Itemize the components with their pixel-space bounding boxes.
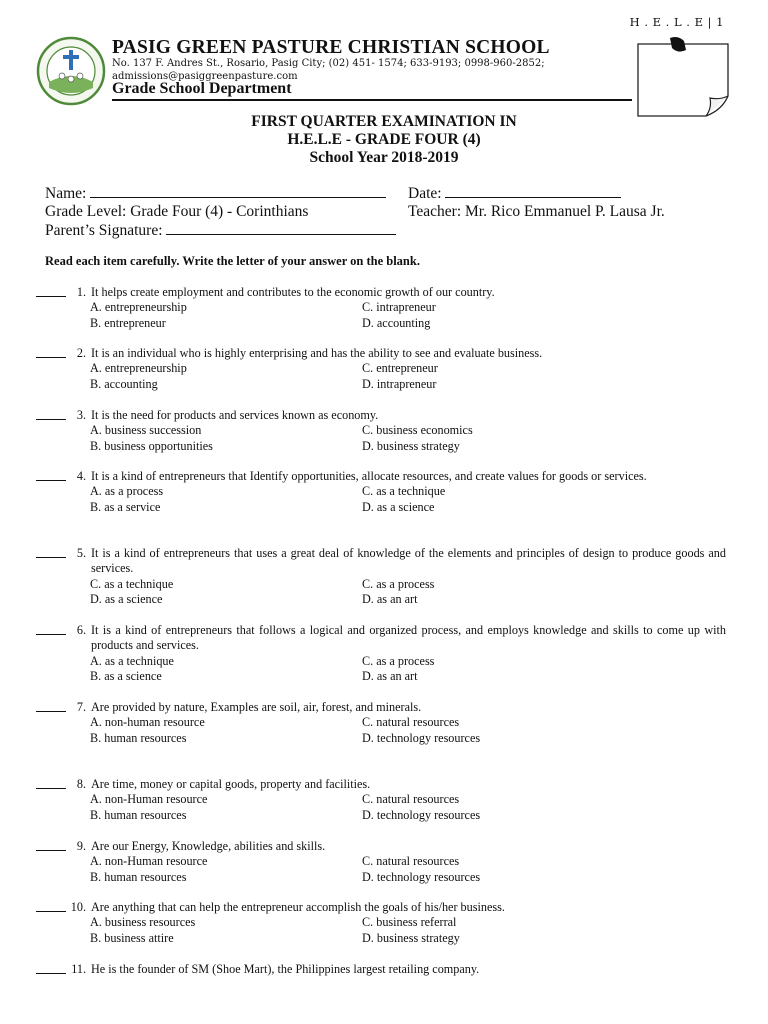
parent-signature-field [45,221,396,240]
answer-option: C. intrapreneur [362,300,436,315]
question-item [36,285,726,331]
answer-option: D. technology resources [362,730,481,745]
answer-option: B. human resources [90,730,187,745]
answer-options [90,361,726,392]
date-field [408,184,621,203]
question-number: 5. [76,546,86,560]
question-text: It is the need for products and services known as economy. [91,408,379,422]
question-number: 8. [76,777,86,791]
question-item [36,408,726,454]
answer-option: A. as a process [90,484,164,499]
question-text: Are time, money or capital goods, property and facilities. [91,777,371,791]
question-item [36,623,726,685]
school-logo [36,36,106,106]
answer-option: C. as a technique [90,576,174,591]
answer-option: C. natural resources [362,715,460,730]
answer-option: A. business succession [90,423,202,438]
question-text: Are provided by nature, Examples are soil, air, forest, and minerals. [91,700,422,714]
answer-option: A. entrepreneurship [90,361,187,376]
teacher: Teacher: Mr. Rico Emmanuel P. Lausa Jr. [408,203,665,220]
question-text: It helps create employment and contributes to the economic growth of our country. [91,285,495,299]
answer-option: B. as a service [90,499,161,514]
question-number: 2. [76,346,86,360]
answer-option: D. technology resources [362,869,481,884]
question-number: 11. [71,962,86,976]
question-item [36,900,726,946]
question-text: Are anything that can help the entrepreneur accomplish the goals of his/her business. [91,900,505,914]
grade-level: Grade Level: Grade Four (4) - Corinthians [45,203,309,220]
answer-blank[interactable] [36,839,66,851]
question-item [36,469,726,515]
header-divider [112,99,632,101]
question-number: 10. [70,900,86,914]
school-name: PASIG GREEN PASTURE CHRISTIAN SCHOOL [112,37,550,58]
answer-blank[interactable] [36,285,66,297]
answer-option: B. accounting [90,376,158,391]
answer-blank[interactable] [36,346,66,358]
answer-option: C. as a process [362,576,435,591]
answer-option: B. human resources [90,869,187,884]
school-address: No. 137 F. Andres St., Rosario, Pasig City; (02) 451- 1574; 633-9193; 0998-960-2852; [112,58,545,69]
answer-option: C. as a technique [362,484,446,499]
answer-options [90,300,726,331]
school-email: admissions@pasiggreenpasture.com [112,71,298,82]
answer-options [90,423,726,454]
answer-option: D. as a science [362,499,435,514]
answer-blank[interactable] [36,962,66,974]
answer-option: C. business economics [362,423,473,438]
question-number: 4. [76,469,86,483]
answer-options [90,915,726,946]
question-item [36,777,726,823]
question-item [36,962,726,977]
answer-option: C. as a process [362,653,435,668]
answer-option: C. entrepreneur [362,361,438,376]
answer-options [90,715,726,746]
instructions: Read each item carefully. Write the letter of your answer on the blank. [45,254,420,268]
exam-title-line3: School Year 2018-2019 [309,149,459,166]
question-text: It is a kind of entrepreneurs that Identify opportunities, allocate resources, and create values for goods or services. [91,469,647,483]
answer-option: C. business referral [362,915,457,930]
answer-option: B. entrepreneur [90,315,166,330]
answer-option: D. technology resources [362,807,481,822]
answer-option: D. intrapreneur [362,376,437,391]
question-item [36,700,726,746]
answer-blank[interactable] [36,469,66,481]
question-text: It is an individual who is highly enterprising and has the ability to see and evaluate business. [91,346,543,360]
answer-blank[interactable] [36,623,66,635]
exam-title-line1: FIRST QUARTER EXAMINATION IN [251,113,517,130]
answer-option: D. as an art [362,592,418,607]
question-number: 6. [76,623,86,637]
answer-option: A. business resources [90,915,196,930]
answer-blank[interactable] [36,408,66,420]
answer-options [90,484,726,515]
parent-signature-blank[interactable] [166,221,396,235]
question-item [36,346,726,392]
question-text: He is the founder of SM (Shoe Mart), the Philippines largest retailing company. [91,962,480,976]
sticky-note-icon [628,36,738,120]
answer-option: D. business strategy [362,438,460,453]
answer-option: D. as a science [90,592,163,607]
answer-option: D. accounting [362,315,431,330]
answer-blank[interactable] [36,546,66,558]
answer-option: A. non-human resource [90,715,205,730]
answer-option: B. as a science [90,669,162,684]
answer-option: B. business attire [90,930,174,945]
question-text: It is a kind of entrepreneurs that follows a logical and organized process, and employs knowledge and skills to come up with products and services. [91,623,726,653]
name-blank[interactable] [90,184,386,198]
answer-option: D. business strategy [362,930,460,945]
answer-options [90,654,726,685]
answer-options [90,577,726,608]
date-label: Date: [408,185,442,202]
name-field [45,184,386,203]
answer-option: A. non-Human resource [90,792,208,807]
answer-options [90,792,726,823]
question-text: It is a kind of entrepreneurs that uses a great deal of knowledge of the elements and principles of design to produce goods and services. [91,546,726,576]
name-label: Name: [45,185,87,202]
answer-option: B. human resources [90,807,187,822]
exam-title-line2: H.E.L.E - GRADE FOUR (4) [287,131,481,148]
answer-option: A. as a technique [90,653,174,668]
answer-option: C. natural resources [362,854,460,869]
question-item [36,839,726,885]
school-department: Grade School Department [112,80,292,97]
question-item [36,546,726,608]
answer-option: C. natural resources [362,792,460,807]
answer-option: A. non-Human resource [90,854,208,869]
answer-blank[interactable] [36,700,66,712]
page-number: H . E . L . E | 1 [629,15,724,29]
question-number: 7. [76,700,86,714]
question-number: 3. [76,408,86,422]
date-blank[interactable] [445,184,621,198]
answer-option: B. business opportunities [90,438,213,453]
answer-blank[interactable] [36,777,66,789]
answer-option: A. entrepreneurship [90,300,187,315]
answer-blank[interactable] [36,900,66,912]
answer-option: D. as an art [362,669,418,684]
parent-signature-label: Parent’s Signature: [45,222,163,239]
answer-options [90,854,726,885]
question-number: 1. [76,285,86,299]
question-number: 9. [76,839,86,853]
question-text: Are our Energy, Knowledge, abilities and skills. [91,839,326,853]
